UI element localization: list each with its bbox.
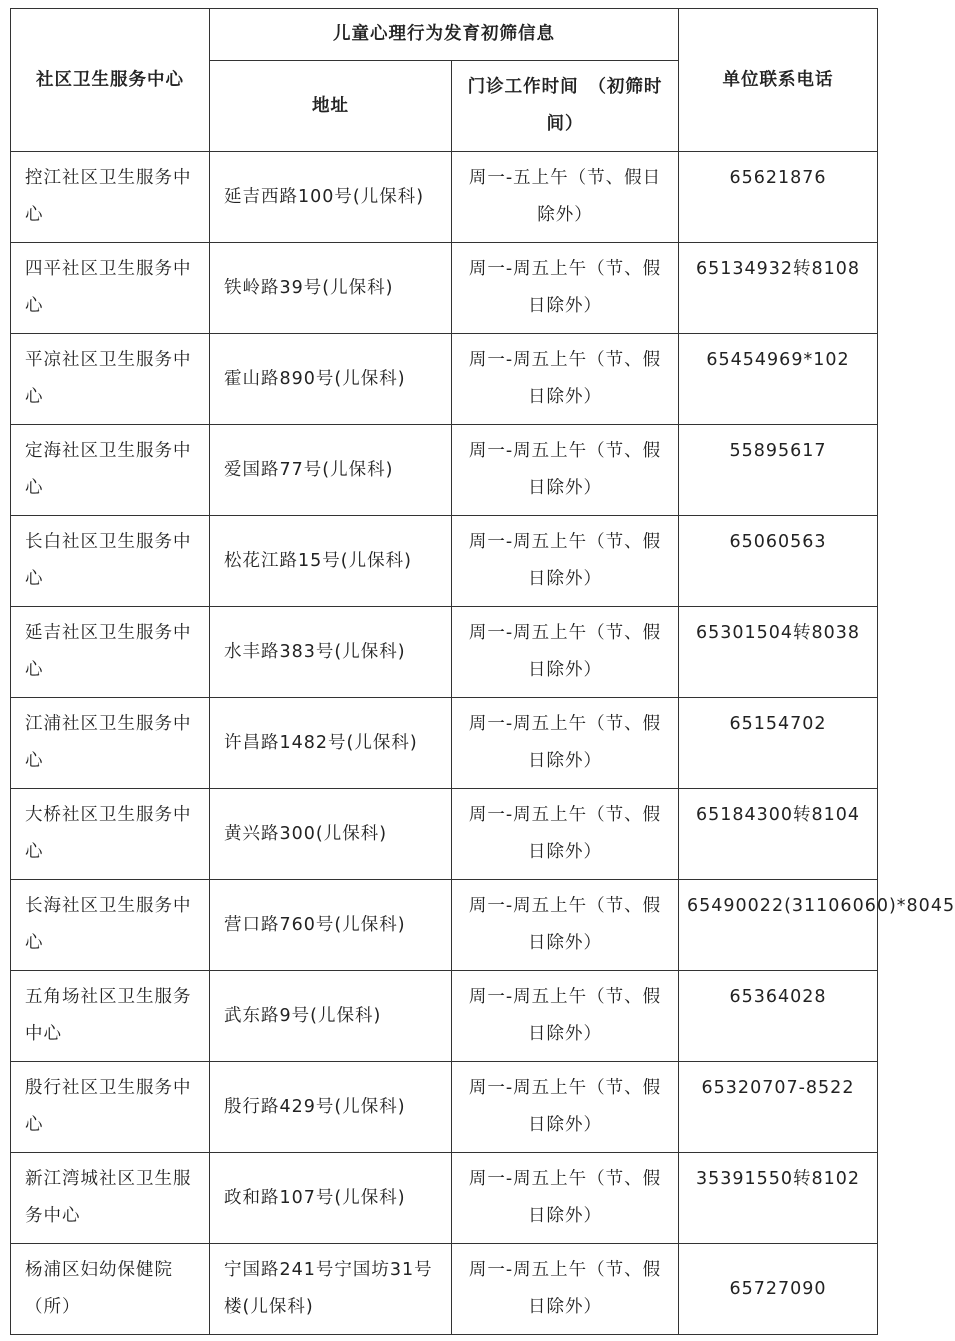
table-row [11,1244,878,1335]
table-row [11,1153,878,1244]
address-cell: 政和路107号(儿保科) [210,1153,452,1244]
hours-cell: 周一-周五上午（节、假日除外） [452,243,679,334]
center-name-cell: 长海社区卫生服务中心 [11,880,210,971]
phone-cell: 55895617 [679,425,878,516]
center-name-cell: 控江社区卫生服务中心 [11,152,210,243]
table-row [11,880,878,971]
phone-cell: 35391550转8102 [679,1153,878,1244]
center-name-cell: 长白社区卫生服务中心 [11,516,210,607]
table-row [11,1062,878,1153]
phone-cell: 65727090 [679,1244,878,1335]
hours-cell: 周一-周五上午（节、假日除外） [452,971,679,1062]
table-body [11,152,955,1335]
address-cell: 铁岭路39号(儿保科) [210,243,452,334]
center-name-cell: 江浦社区卫生服务中心 [11,698,210,789]
hours-cell: 周一-周五上午（节、假日除外） [452,880,679,971]
hours-column-header: 门诊工作时间 （初筛时间） [452,61,679,152]
center-name-cell: 大桥社区卫生服务中心 [11,789,210,880]
hours-cell: 周一-五上午（节、假日除外） [452,152,679,243]
address-cell: 松花江路15号(儿保科) [210,516,452,607]
hours-cell: 周一-周五上午（节、假日除外） [452,516,679,607]
center-name-cell: 四平社区卫生服务中心 [11,243,210,334]
hours-cell: 周一-周五上午（节、假日除外） [452,607,679,698]
table-row [11,334,878,425]
address-cell: 爱国路77号(儿保科) [210,425,452,516]
center-name-cell: 平凉社区卫生服务中心 [11,334,210,425]
table-row [11,243,878,334]
address-cell: 武东路9号(儿保科) [210,971,452,1062]
phone-cell: 65301504转8038 [679,607,878,698]
center-column-header: 社区卫生服务中心 [11,9,210,152]
hours-cell: 周一-周五上午（节、假日除外） [452,1062,679,1153]
phone-cell: 65364028 [679,971,878,1062]
phone-cell: 65134932转8108 [679,243,878,334]
screening-info-table [10,8,955,1335]
phone-cell: 65320707-8522 [679,1062,878,1153]
address-cell: 水丰路383号(儿保科) [210,607,452,698]
phone-column-header: 单位联系电话 [679,9,878,152]
center-name-cell: 五角场社区卫生服务中心 [11,971,210,1062]
hours-cell: 周一-周五上午（节、假日除外） [452,1153,679,1244]
center-name-cell: 杨浦区妇幼保健院（所） [11,1244,210,1335]
address-cell: 延吉西路100号(儿保科) [210,152,452,243]
hours-cell: 周一-周五上午（节、假日除外） [452,334,679,425]
hours-cell: 周一-周五上午（节、假日除外） [452,698,679,789]
address-cell: 霍山路890号(儿保科) [210,334,452,425]
phone-cell: 65454969*102 [679,334,878,425]
hours-cell: 周一-周五上午（节、假日除外） [452,1244,679,1335]
phone-cell: 65184300转8104 [679,789,878,880]
hours-cell: 周一-周五上午（节、假日除外） [452,789,679,880]
phone-cell: 65621876 [679,152,878,243]
table-row [11,425,878,516]
address-cell: 宁国路241号宁国坊31号楼(儿保科) [210,1244,452,1335]
center-name-cell: 延吉社区卫生服务中心 [11,607,210,698]
phone-cell: 65060563 [679,516,878,607]
address-cell: 营口路760号(儿保科) [210,880,452,971]
center-name-cell: 殷行社区卫生服务中心 [11,1062,210,1153]
address-cell: 黄兴路300(儿保科) [210,789,452,880]
phone-cell: 65490022(31106060)*8045 [679,880,878,971]
table-row [11,516,878,607]
table-row [11,607,878,698]
address-cell: 殷行路429号(儿保科) [210,1062,452,1153]
center-name-cell: 新江湾城社区卫生服务中心 [11,1153,210,1244]
table-row [11,698,878,789]
table-row [11,789,878,880]
address-cell: 许昌路1482号(儿保科) [210,698,452,789]
phone-cell: 65154702 [679,698,878,789]
center-name-cell: 定海社区卫生服务中心 [11,425,210,516]
table-row [11,152,878,243]
address-column-header: 地址 [210,61,452,152]
screening-group-header: 儿童心理行为发育初筛信息 [210,9,679,61]
hours-cell: 周一-周五上午（节、假日除外） [452,425,679,516]
table-row [11,971,878,1062]
